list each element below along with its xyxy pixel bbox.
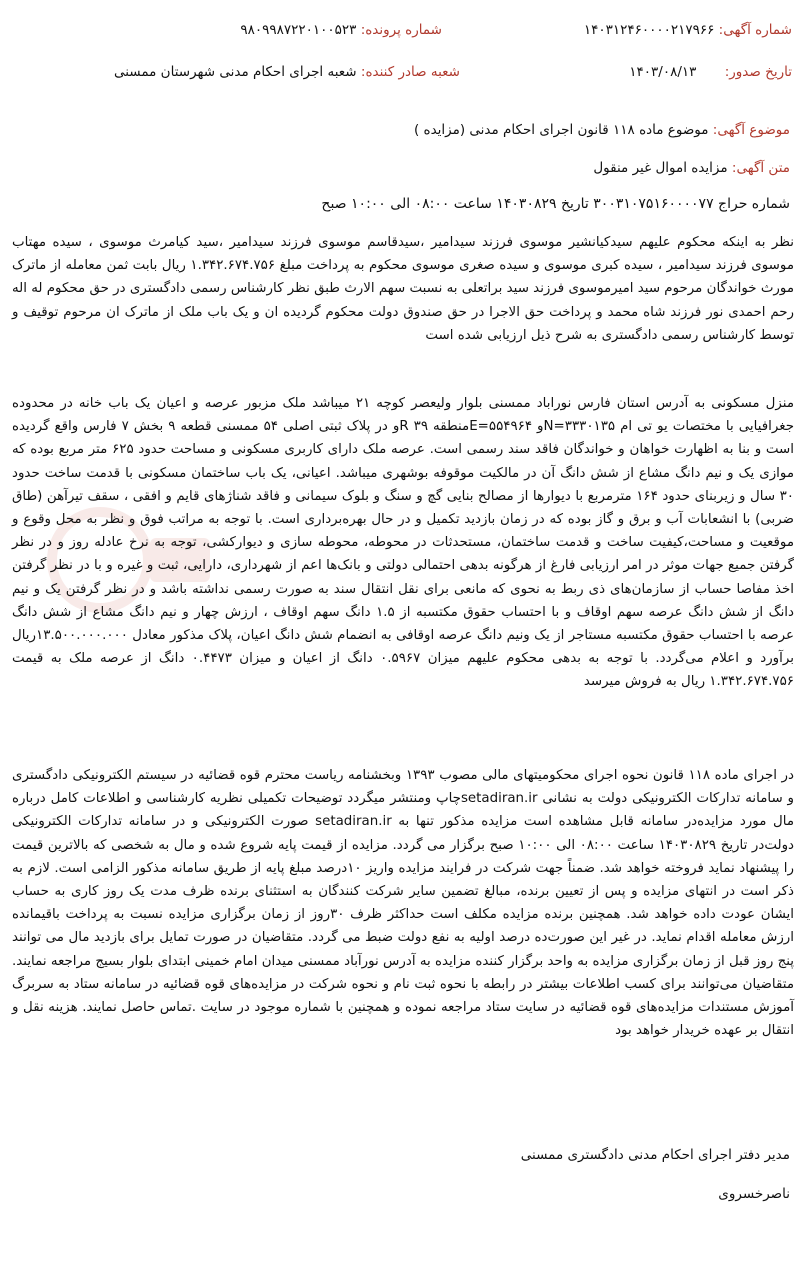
subject-line: موضوع آگهی: موضوع ماده ۱۱۸ قانون اجرای احکام مدنی (مزایده )	[413, 122, 790, 138]
text-title-line: متن آگهی: مزایده اموال غیر منقول	[593, 160, 790, 176]
signature-title: مدیر دفتر اجرای احکام مدنی دادگستری ممسنی	[520, 1147, 790, 1163]
paragraph-auction-terms: در اجرای ماده ۱۱۸ قانون نحوه اجرای محکومیتهای مالی مصوب ۱۳۹۳ وبخشنامه ریاست محترم قوه قضائیه در سیستم الکترونیکی دادگستری و سامانه تدارکات الکترونیکی دولت به نشانی setadiran.irچاپ ومنتشر میگردد توضیحات تکمیلی نظریه کارشناسی و اطلاعات کامل درباره مال مورد مزایده‌در سامانه قابل مشاهده است مزایده مذکور تنها به setadiran.ir صورت الکترونیکی و در سامانه تدارکات الکترونیکی دولت‌در تاریخ ۱۴۰۳۰۸۲۹ ساعت ۰۸:۰۰ الی ۱۰:۰۰ صبح برگزار می گردد. مزایده از قیمت پایه شروع شده و مال به شخصی که بالاترین قیمت را پیشنهاد نماید فروخته خواهد شد. ضمناً جهت شرکت در فرایند مزایده واریز ۱۰درصد مبلغ پایه از طریق سامانه مذکور الزامی است. لازم به ذکر است در انتهای مزایده و پس از تعیین برنده، مبالغ تضمین سایر شرکت کنندگان به استثنای برنده ظرف مدت یک روز کاری به حساب ایشان عودت داده خواهد شد. همچنین برنده مزایده مکلف است حداکثر ظرف ۳۰روز از زمان برگزاری مزایده نسبت به پرداخت باقیمانده ارزش معامله اقدام نماید. در غیر این صورت‌ده درصد اولیه به نفع دولت ضبط می گردد. متقاضیان در صورت تمایل برای بازدید مال می توانند پنج روز قبل از زمان برگزاری مزایده به واحد برگزار کننده مزایده به آدرس نورآباد ممسنی میدان امام خمینی ابتدای بلوار بسیج مراجعه نمایند. متقاضیان می‌توانند برای کسب اطلاعات بیشتر در رابطه با نحوه ثبت نام و نحوه شرکت در مزایده‌های قوه قضائیه در سامانه ستاد به سربرگ آموزش مستندات مزایده‌های قوه قضائیه در سایت ستاد مراجعه نموده و همچنین با شماره موجود در سایت .تماس حاصل نمایند. هزینه نقل و انتقال بر عهده خریدار خواهد بود	[12, 768, 795, 1039]
ad-number: شماره آگهی: ۱۴۰۳۱۲۴۶۰۰۰۰۲۱۷۹۶۶	[583, 22, 792, 38]
issuer: شعبه صادر کننده: شعبه اجرای احکام مدنی شهرستان ممسنی	[113, 64, 460, 80]
file-number: شماره پرونده: ۹۸۰۹۹۸۷۲۲۰۱۰۰۵۲۳	[240, 22, 442, 38]
paragraph-property-description: منزل مسکونی به آدرس استان فارس نوراباد ممسنی بلوار ولیعصر کوچه ۲۱ میباشد ملک مزبور عرصه و اعیان یک باب خانه در محدوده جغرافیایی با مختصات یو تی ام N=۳۳۳۰۱۳۵و E=۵۵۴۹۶۴منطقه R ۳۹و در پلاک ثبتی اصلی ۵۴ ممسنی قطعه ۹ بخش ۷ فارس واقع گردیده است و بنا به اظهارت خواهان و خواندگان فاقد سند رسمی است. عرصه ملک دارای کاربری مسکونی و مساحت حدود ۶۲۵ متر مربع بوده که موازی یک و نیم دانگ مشاع از شش دانگ آن در مالکیت موقوفه بوشهری میباشد. اعیانی، یک باب ساختمان مسکونی با قدمت ساخت حدود ۳۰ سال و زیربنای حدود ۱۶۴ مترمربع با دیوارها از مصالح بنایی گچ و سنگ و بلوک سیمانی و فاقد شناژهای قایم و افقی ، سقف تیرآهن (طاق ضربی) با انشعابات آب و برق و گاز بوده که در زمان بازدید تکمیل و در حال بهره‌برداری است. با توجه به مراتب فوق و نظر به محل وقوع و موقعیت و مساحت،کیفیت ساخت و قدمت ساختمان، مستحدثات در محوطه، محوطه سازی و دیوارکشی، توجه به نرخ عادله روز و در نظر گرفتن جمیع جهات موثر در امر ارزیابی فارغ از هرگونه بدهی احتمالی دولتی و بانک‌ها اعم از شهرداری، دارایی، ثبت و غیره و با در نظر گرفتن اخذ مفاصا حساب از سازمان‌های ذی ربط به نحوی که مانعی برای نقل انتقال سند به صورت رسمی نداشته باشد و در نظر گرفتن یک و نیم دانگ از شش دانگ عرصه سهم اوقاف و با احتساب حقوق مکتسبه از ۱.۵ دانگ سهم اوقاف ، ارزش چهار و نیم دانگ مشاع از شش دانگ عرصه با احتساب حقوق مکتسبه مستاجر از یک ونیم دانگ عرصه اوقافی به انضمام شش دانگ اعیان، پلاک مذکور معادل ۱۳.۵۰۰.۰۰۰.۰۰۰ریال برآورد و اعلام می‌گردد. با توجه به بدهی محکوم علیهم میزان ۰.۵۹۶۷ دانگ از اعیان و میزان ۰.۴۴۷۳ دانگ از عرصه ملک به قیمت ۱.۳۴۲.۶۷۴.۷۵۶ ریال به فروش میرسد	[12, 396, 794, 690]
signature-name: ناصرخسروی	[718, 1186, 790, 1202]
issue-date: تاریخ صدور: ۱۴۰۳/۰۸/۱۳	[629, 64, 792, 80]
auction-number-line: شماره حراج ۳۰۰۳۱۰۷۵۱۶۰۰۰۰۷۷ تاریخ ۱۴۰۳۰۸۲۹ ساعت ۰۸:۰۰ الی ۱۰:۰۰ صبح	[321, 196, 790, 212]
paragraph-judgment: نظر به اینکه محکوم علیهم سیدکیانشیر موسوی فرزند سیدامیر ،سیدقاسم موسوی فرزند سیدامیر ،سید کیامرث موسوی ، سیده مهتاب موسوی فرزند سیدامیر ، سیده کبری موسوی و سیده صغری موسوی محکوم به پرداخت مبلغ ۱.۳۴۲.۶۷۴.۷۵۶ ریال بابت ثمن معامله از ماترک مورث خواندگان مرحوم سید امیرموسوی فرزند سید براتعلی به نسبت سهم الارث طبق نظر کارشناس رسمی دادگستری در حق محکوم له اله رحم احمدی نور فرزند شاه محمد و پرداخت حق الاجرا در حق صندوق دولت محکوم گردیده ان و یک باب ملک از ماترک ان مرحوم توقیف و توسط کارشناس رسمی دادگستری به شرح ذیل ارزیابی شده است	[12, 235, 794, 343]
